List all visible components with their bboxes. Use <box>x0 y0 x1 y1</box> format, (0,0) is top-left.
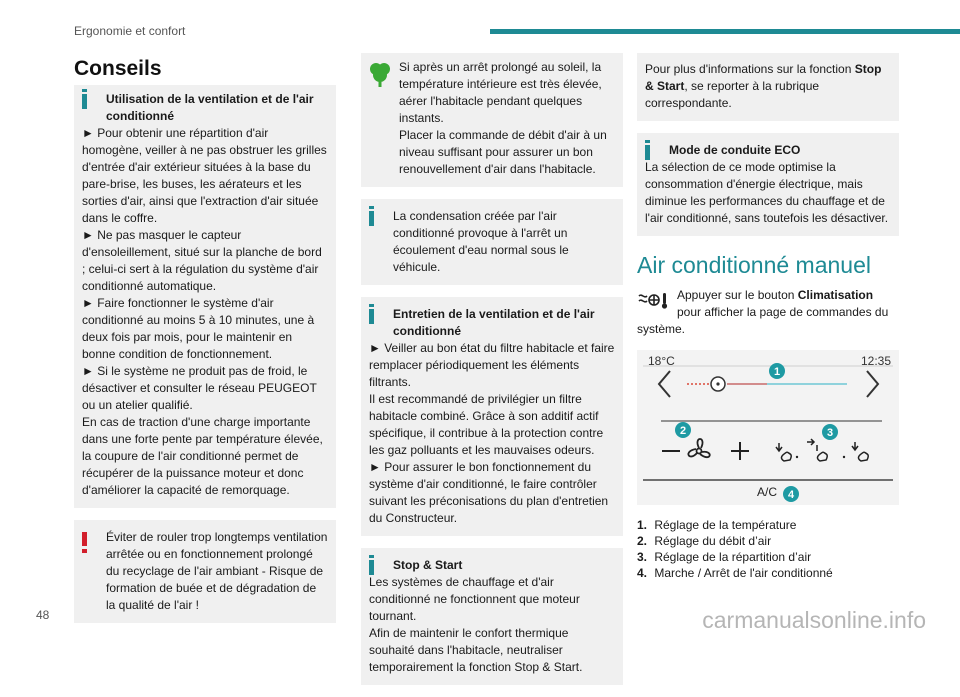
section-name: Ergonomie et confort <box>74 24 186 38</box>
info-icon <box>369 211 374 231</box>
info-box-condensation <box>361 199 623 285</box>
airflow-feet-icon <box>776 443 791 461</box>
page-header <box>0 0 960 48</box>
marker-label: 4 <box>787 489 795 501</box>
instruction: Appuyer sur le bouton Climatisation pour afficher la page de commandes du système. <box>637 288 889 336</box>
info-icon <box>369 309 374 329</box>
climate-screen <box>637 350 899 505</box>
box-body: La condensation créée par l'air conditionné provoque à l'arrêt un écoulement d'eau normal sous le véhicule. <box>393 209 569 274</box>
box-heading: Mode de conduite ECO <box>669 143 801 157</box>
box-body: Les systèmes de chauffage et d'air conditionné ne fonctionnent que moteur tournant. Afin de maintenir le confort thermique souhaité dans l'habitacle, neutraliser temporairement la fonction Stop & Start. <box>369 575 583 674</box>
marker-2 <box>675 422 691 438</box>
screen-temperature: 18°C <box>648 354 675 368</box>
box-body: Si après un arrêt prolongé au soleil, la température intérieure est très élevée, aérer l'habitacle pendant quelques instants. Placer la commande de débit d'air à un niveau suffisant pour assurer un bon renouvellement d'air dans l'habitacle. <box>399 60 607 176</box>
marker-label: 2 <box>679 425 687 437</box>
temp-decrease-chevron-icon <box>659 371 670 397</box>
box-heading: Stop & Start <box>393 558 463 572</box>
page-number: 48 <box>36 608 50 622</box>
marker-4 <box>783 486 799 502</box>
info-box-maintenance <box>361 297 623 536</box>
marker-3 <box>822 424 838 440</box>
fan-icon <box>688 439 709 457</box>
info-icon <box>645 145 650 165</box>
box-body: ► Pour obtenir une répartition d'air homogène, veiller à ne pas obstruer les grilles d'entrée d'air extérieur situées à la base du pare-brise, les buses, les aérateurs et les sorties d'air, ainsi que l'extraction d'air située dans le coffre. ► Ne pas masquer le capteur d'ensoleillement, situé sur la planche de bord ; celui-ci sert à la régulation du système d'air conditionné automatique. ► Faire fonctionner le système d'air conditionné au moins 5 à 10 minutes, une à deux fois par mois, pour le maintenir en bonne condition de fonctionnement. ► Si le système ne produit pas de froid, le désactiver et consulter le réseau PEUGEOT ou un atelier qualifié. En cas de traction d'une charge importante dans une forte pente par température élevée, la coupure de l'air conditionné permet de récupérer de la puissance moteur et donc d'améliorer la capacité de remorquage. <box>82 126 327 497</box>
eco-tree-icon <box>369 61 391 87</box>
legend-item: 4. Marche / Arrêt de l'air conditionné <box>637 566 833 580</box>
column-1 <box>74 85 336 635</box>
info-box-eco-mode <box>637 133 899 236</box>
box-heading: Entretien de la ventilation et de l'air conditionné <box>393 307 595 338</box>
airflow-face-icon <box>852 442 868 461</box>
legend-item: 1. Réglage de la température <box>637 518 797 532</box>
section-title: Air conditionné manuel <box>637 252 871 278</box>
info-box-stop-start <box>361 548 623 685</box>
climate-controls-graphic <box>637 350 899 505</box>
temp-increase-chevron-icon <box>867 371 878 397</box>
ac-button-label[interactable]: A/C <box>757 485 778 499</box>
column-2 <box>361 53 623 697</box>
marker-label: 1 <box>773 366 781 378</box>
warning-box-ventilation <box>74 520 336 623</box>
page-title: Conseils <box>74 57 162 80</box>
box-heading: Utilisation de la ventilation et de l'air conditionné <box>106 92 314 123</box>
header-accent-bar <box>490 29 960 34</box>
warning-icon <box>82 532 87 551</box>
box-body: ► Veiller au bon état du filtre habitacle et faire remplacer périodiquement les éléments filtrants. Il est recommandé de privilégier un filtre habitacle combiné. Grâce à son additif actif spécifique, il contribue à la protection contre les gaz polluants et les mauvaises odeurs. ► Pour assurer le bon fonctionnement du système d'air conditionné, le faire contrôler suivant les préconisations du plan d'entretien du Constructeur. <box>369 341 615 525</box>
legend-list <box>637 517 899 581</box>
info-box-ventilation-use <box>74 85 336 508</box>
eco-box-sun <box>361 53 623 187</box>
box-body: Éviter de rouler trop longtemps ventilation arrêtée ou en fonctionnement prolongé du recyclage de l'air ambiant - Risque de formation de buée et de dégradation de la qualité de l'air ! <box>106 530 328 612</box>
airflow-face-feet-icon <box>807 439 827 461</box>
watermark: carmanualsonline.info <box>702 607 926 633</box>
info-icon <box>82 94 87 114</box>
info-icon <box>369 560 374 580</box>
climate-button-icon <box>637 289 671 311</box>
box-body: La sélection de ce mode optimise la consommation d'énergie électrique, mais diminue les performances du chauffage et de l'air conditionné, sans toutefois les désactiver. <box>645 160 889 225</box>
fan-plus-icon <box>731 442 749 460</box>
legend-item: 2. Réglage du débit d’air <box>637 534 772 548</box>
screen-time: 12:35 <box>860 354 891 368</box>
note-box-stop-start <box>637 53 899 121</box>
bold-term: Stop & Start <box>645 62 882 93</box>
column-3 <box>637 53 899 581</box>
marker-1 <box>769 363 785 379</box>
box-body: Pour plus d'informations sur la fonction Stop & Start, se reporter à la rubrique correspondante. <box>645 62 882 110</box>
legend-item: 3. Réglage de la répartition d’air <box>637 550 812 564</box>
bold-term: Climatisation <box>797 288 874 302</box>
marker-label: 3 <box>826 427 834 439</box>
